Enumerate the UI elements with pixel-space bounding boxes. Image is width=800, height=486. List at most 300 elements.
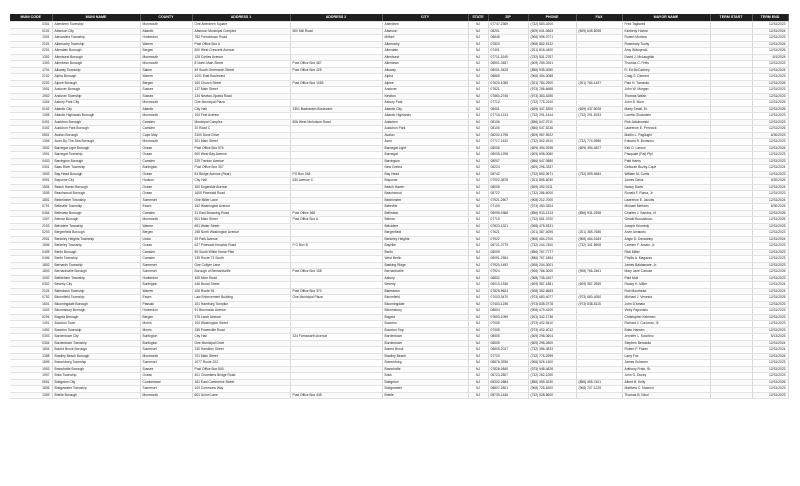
table-cell: 0401: [10, 119, 52, 126]
table-cell: (201) 858-6030: [528, 178, 576, 185]
table-cell: Bergen: [140, 314, 192, 321]
table-cell: 07603-1099: [488, 314, 528, 321]
table-cell: 07924: [488, 269, 528, 276]
table-cell: 1804: [10, 347, 52, 354]
table-cell: 08005-1298: [488, 152, 528, 159]
table-cell: Brick Township: [52, 373, 140, 380]
table-cell: 691 Water Street: [192, 223, 290, 230]
table-cell: 1501: [10, 152, 52, 159]
table-cell: NJ: [468, 327, 488, 334]
table-cell: Burlington: [140, 282, 192, 289]
table-cell: 12/31/2024: [752, 282, 788, 289]
table-cell: NJ: [468, 366, 488, 373]
table-cell: Aberdeen: [382, 22, 468, 29]
table-cell: Berkeley Township: [52, 243, 140, 250]
table-cell: Belleville: [382, 204, 468, 211]
table-cell: PO Box 248: [290, 171, 382, 178]
table-cell: 12/31/2023: [752, 152, 788, 159]
table-cell: 0403: [10, 158, 52, 165]
table-cell: James Baldassare, Jr.: [622, 262, 710, 269]
table-cell: (609) 645-5098: [576, 28, 622, 35]
table-cell: NJ: [468, 178, 488, 185]
table-cell: Michael Melham: [622, 204, 710, 211]
column-header: TERM START: [710, 14, 752, 22]
table-cell: NJ: [468, 249, 488, 256]
table-cell: Audubon Park Borough: [52, 126, 140, 133]
table-cell: (856) 767-1854: [528, 256, 576, 263]
table-cell: 12/31/2023: [752, 256, 788, 263]
table-cell: 1402: [10, 327, 52, 334]
table-cell: Audubon Borough: [52, 119, 140, 126]
table-cell: Berkeley Heights: [382, 236, 468, 243]
table-cell: 12/31/2023: [752, 249, 788, 256]
table-cell: NJ: [468, 217, 488, 224]
table-cell: (732) 502-4510: [528, 139, 576, 146]
table-cell: (973) 948-4626: [528, 366, 576, 373]
table-cell: NJ: [468, 74, 488, 81]
table-cell: 08201: [488, 28, 528, 35]
table-cell: NJ: [468, 132, 488, 139]
table-cell: Loretta Gluckstein: [622, 113, 710, 120]
table-cell: 1308: [10, 353, 52, 360]
table-cell: Bloomingdale Borough: [52, 301, 140, 308]
table-cell: Allenhurst Borough: [52, 54, 140, 61]
table-cell: Burlington: [140, 165, 192, 172]
table-cell: (908) 852-5132: [528, 41, 576, 48]
table-cell: Allamuchy Township: [52, 41, 140, 48]
table-cell: Morris: [140, 321, 192, 328]
table-cell: 08723-2807: [488, 373, 528, 380]
table-cell: 0101: [10, 28, 52, 35]
table-cell: Law Enforcement Building: [192, 295, 290, 302]
table-cell: 12/31/2024: [752, 197, 788, 204]
table-cell: Kimberly Horton: [622, 28, 710, 35]
table-cell: City Hall: [192, 106, 290, 113]
table-cell: 08807-2801: [488, 386, 528, 393]
table-cell: Post Office Box 158: [290, 269, 382, 276]
table-cell: Cumberland: [140, 379, 192, 386]
table-cell: 12/31/2023: [752, 191, 788, 198]
table-cell: 1077 Route 202: [192, 360, 290, 367]
table-cell: Bellmawr: [382, 210, 468, 217]
column-header: MUNI NAME: [52, 14, 140, 22]
table-cell: Post Office Box 840: [192, 366, 290, 373]
table-cell: 08401: [488, 106, 528, 113]
table-cell: Milford: [382, 35, 468, 42]
table-cell: 606 West Nicholson Road: [290, 119, 382, 126]
table-cell: 782 Frenchtown Road: [192, 35, 290, 42]
table-cell: 12/31/2024: [752, 145, 788, 152]
table-cell: (732) 244-7400: [528, 243, 576, 250]
table-cell: Atlantic Highlands: [382, 113, 468, 120]
table-cell: Bernardsville: [382, 269, 468, 276]
table-cell: NJ: [468, 126, 488, 133]
table-cell: 2101: [10, 41, 52, 48]
table-cell: 1903: [10, 366, 52, 373]
table-cell: (908) 735-4107: [528, 275, 576, 282]
table-cell: 07860-2746: [488, 93, 528, 100]
table-cell: Rob Moorhead: [622, 288, 710, 295]
table-cell: Brian Hansen: [622, 327, 710, 334]
table-cell: (732) 286-6000: [528, 191, 576, 198]
table-cell: Bridgewater Township: [52, 386, 140, 393]
table-cell: 07821: [488, 87, 528, 94]
table-cell: Bradley Beach Borough: [52, 353, 140, 360]
table-cell: Monmouth: [140, 100, 192, 107]
table-cell: Barnegat Light Borough: [52, 145, 140, 152]
table-cell: Union: [140, 236, 192, 243]
table-cell: 5/13/2025: [752, 334, 788, 341]
table-cell: 1401: [10, 321, 52, 328]
table-cell: 59 South White Horse Pike: [192, 249, 290, 256]
table-cell: 0501: [10, 132, 52, 139]
table-cell: Newton: [382, 93, 468, 100]
table-cell: Camden: [140, 158, 192, 165]
table-cell: 601 Union Lane: [192, 392, 290, 399]
table-cell: 08505: [488, 340, 528, 347]
table-cell: 0102: [10, 106, 52, 113]
table-cell: (908) 204-3001: [528, 262, 576, 269]
table-cell: 08848: [488, 35, 528, 42]
table-cell: Boonton Twp: [382, 327, 468, 334]
table-cell: John G. Ducey: [622, 373, 710, 380]
table-cell: Berkeley Heights Township: [52, 236, 140, 243]
table-cell: 07719: [488, 217, 528, 224]
table-cell: NJ: [468, 204, 488, 211]
table-cell: (732) 291-1444: [528, 113, 576, 120]
spreadsheet: [10, 14, 788, 399]
table-cell: (908) 212-7000: [528, 197, 576, 204]
table-cell: Salem: [140, 67, 192, 74]
table-cell: Monmouth: [140, 353, 192, 360]
table-cell: Allentown Borough: [52, 61, 140, 68]
table-cell: 12/31/2023: [752, 275, 788, 282]
table-cell: 12/31/2024: [752, 353, 788, 360]
table-cell: Passaic: [140, 301, 192, 308]
table-cell: 12/31/2023: [752, 22, 788, 29]
table-cell: 1001: [10, 35, 52, 42]
table-cell: Bedminster: [382, 197, 468, 204]
table-cell: Christopher Kelemen: [622, 314, 710, 321]
table-cell: 125 Corlies Avenue: [192, 54, 290, 61]
table-cell: Joseph Kennedy: [622, 223, 710, 230]
table-cell: NJ: [468, 54, 488, 61]
table-cell: (973) 838-0778: [528, 301, 576, 308]
table-cell: 1506: [10, 243, 52, 250]
table-cell: Post Office Box 445: [290, 392, 382, 399]
table-cell: NJ: [468, 275, 488, 282]
table-cell: 12/31/2024: [752, 184, 788, 191]
table-cell: Bradley Beach: [382, 353, 468, 360]
table-cell: Post Office Box 576: [192, 145, 290, 152]
table-cell: (973) 402-9410: [528, 321, 576, 328]
table-cell: 100 Commons Way: [192, 386, 290, 393]
table-cell: 08224: [488, 165, 528, 172]
table-cell: [710, 392, 752, 399]
table-cell: Cape May: [140, 132, 192, 139]
table-cell: City Hall: [192, 334, 290, 341]
table-cell: (732) 892-0671: [528, 171, 576, 178]
table-cell: Michael J. Venezia: [622, 295, 710, 302]
table-cell: Alpine: [382, 80, 468, 87]
table-cell: 12/31/2026: [752, 80, 788, 87]
table-cell: 0204: [10, 314, 52, 321]
table-cell: Bayonne City: [52, 178, 140, 185]
table-cell: Richard J. Corcoran, III: [622, 321, 710, 328]
table-cell: 1303: [10, 61, 52, 68]
table-cell: 12/31/2023: [752, 373, 788, 380]
table-cell: NJ: [468, 191, 488, 198]
table-cell: (732) 583-4200: [528, 22, 576, 29]
table-cell: 0405: [10, 249, 52, 256]
table-cell: 181 East Commerce Street: [192, 379, 290, 386]
table-cell: 29 Park Avenue: [192, 236, 290, 243]
table-cell: 601 Main Street: [192, 217, 290, 224]
table-cell: NJ: [468, 119, 488, 126]
table-cell: (973) 838-5115: [576, 301, 622, 308]
table-cell: Martin L. Pagliughi: [622, 132, 710, 139]
table-cell: One Municipal Plaza: [290, 295, 382, 302]
table-cell: (908) 454-0088: [528, 74, 576, 81]
table-cell: 08099-0368: [488, 210, 528, 217]
table-cell: NJ: [468, 256, 488, 263]
table-cell: Sussex: [140, 93, 192, 100]
table-cell: 08876-3936: [488, 360, 528, 367]
table-cell: 0406: [10, 256, 52, 263]
table-cell: Allendale Borough: [52, 48, 140, 55]
table-cell: Post Office 368: [290, 210, 382, 217]
table-cell: Bloomsbury: [382, 308, 468, 315]
table-cell: 1502: [10, 145, 52, 152]
table-cell: 1601: [10, 301, 52, 308]
table-cell: Bloomfield Township: [52, 295, 140, 302]
table-cell: 07003-3470: [488, 295, 528, 302]
table-cell: James Davis: [622, 178, 710, 185]
table-cell: 12/31/2024: [752, 288, 788, 295]
table-cell: 12/31/2024: [752, 28, 788, 35]
table-cell: Absecon: [382, 28, 468, 35]
table-cell: (908) 725-6300: [528, 386, 576, 393]
table-cell: (732) 776-2999: [528, 353, 576, 360]
table-cell: Lawrence E. Jacobs: [622, 197, 710, 204]
table-cell: Somerset: [140, 386, 192, 393]
table-cell: Carmen F. Amato, Jr.: [622, 243, 710, 250]
table-cell: 08106: [488, 119, 528, 126]
table-cell: 100 First Avenue: [192, 113, 290, 120]
table-cell: Bernardsville Borough: [52, 269, 140, 276]
table-cell: 1302: [10, 54, 52, 61]
table-cell: (973) 680-4050: [576, 295, 622, 302]
table-cell: (609) 298-0604: [528, 334, 576, 341]
table-cell: Bloomfield: [382, 295, 468, 302]
table-cell: 12/31/2023: [752, 301, 788, 308]
table-cell: Hunterdon: [140, 308, 192, 315]
table-cell: Beachwood Borough: [52, 191, 140, 198]
table-cell: 08009: [488, 249, 528, 256]
column-header: ZIP: [488, 14, 528, 22]
table-cell: 12/31/2026: [752, 100, 788, 107]
table-cell: Bedminster Township: [52, 197, 140, 204]
table-cell: Monmouth: [140, 54, 192, 61]
table-cell: 0301: [10, 165, 52, 172]
table-cell: Basking Ridge: [382, 262, 468, 269]
table-cell: John B. Moor: [622, 100, 710, 107]
table-cell: 230 Hamilton Street: [192, 347, 290, 354]
table-cell: Nancy Davis: [622, 184, 710, 191]
table-cell: (609) 298-2800: [528, 340, 576, 347]
mayor-directory-table: [10, 14, 789, 399]
table-cell: Thomas C. Fritts: [622, 61, 710, 68]
table-cell: (609) 494-4627: [576, 145, 622, 152]
table-cell: Barnegat: [382, 152, 468, 159]
table-cell: 07621: [488, 230, 528, 237]
table-cell: Somerset: [140, 262, 192, 269]
table-cell: Pasquale (Pat) Pipi: [622, 152, 710, 159]
table-cell: Bergen: [140, 230, 192, 237]
column-header: CITY: [382, 14, 468, 22]
table-cell: (609) 259-3151: [528, 61, 576, 68]
table-cell: Beverly: [382, 282, 468, 289]
table-cell: 900 West Bay Avenue: [192, 152, 290, 159]
table-cell: NJ: [468, 243, 488, 250]
table-cell: Branchburg: [382, 360, 468, 367]
table-cell: 07720: [488, 353, 528, 360]
table-cell: 2104: [10, 288, 52, 295]
table-cell: 0302: [10, 282, 52, 289]
table-cell: Robert Mortara: [622, 35, 710, 42]
table-cell: Bay Head Borough: [52, 171, 140, 178]
table-cell: (732) 341-8908: [576, 243, 622, 250]
table-cell: Bellmawr Borough: [52, 210, 140, 217]
column-header: ADDRESS 2: [290, 14, 382, 22]
table-cell: Belmar: [382, 217, 468, 224]
table-cell: 375 Larch Avenue: [192, 314, 290, 321]
table-cell: 135 Route 73 South: [192, 256, 290, 263]
table-cell: Post Office Box A: [290, 217, 382, 224]
table-cell: Monmouth: [140, 61, 192, 68]
table-cell: 100 Church Street: [192, 80, 290, 87]
table-cell: NJ: [468, 41, 488, 48]
table-cell: Brick: [382, 373, 468, 380]
table-cell: NJ: [468, 392, 488, 399]
table-cell: Monmouth: [140, 22, 192, 29]
table-cell: NJ: [468, 230, 488, 237]
table-cell: Morris: [140, 327, 192, 334]
table-cell: 100 Washington Street: [192, 321, 290, 328]
table-cell: 12/31/2023: [752, 230, 788, 237]
table-cell: 152 Washington Avenue: [192, 204, 290, 211]
table-cell: Post Office Box A: [192, 41, 290, 48]
table-cell: 0901: [10, 178, 52, 185]
table-cell: Monmouth: [140, 113, 192, 120]
table-cell: 12/31/2026: [752, 217, 788, 224]
table-cell: Alpha: [382, 74, 468, 81]
column-header: FAX: [576, 14, 622, 22]
table-cell: 1304: [10, 100, 52, 107]
table-cell: 12/31/2024: [752, 165, 788, 172]
table-cell: 08007: [488, 158, 528, 165]
table-cell: 08742: [488, 171, 528, 178]
table-cell: P O Box B: [290, 243, 382, 250]
table-cell: Avalon Borough: [52, 132, 140, 139]
table-cell: Beachwood: [382, 191, 468, 198]
column-header: STATE: [468, 14, 488, 22]
table-cell: Rob Jakubowski: [622, 119, 710, 126]
table-cell: Monmouth: [140, 392, 192, 399]
table-cell: Warren: [140, 41, 192, 48]
table-cell: 12/31/2026: [752, 48, 788, 55]
table-cell: 08730-1446: [488, 392, 528, 399]
table-cell: 12/31/2023: [752, 392, 788, 399]
table-cell: Atlantic City: [52, 106, 140, 113]
table-cell: 198 North Washington Avenue: [192, 230, 290, 237]
table-cell: 1805: [10, 360, 52, 367]
table-cell: NJ: [468, 386, 488, 393]
table-cell: 1003: [10, 308, 52, 315]
table-cell: Phyllis A. Magazzu: [622, 256, 710, 263]
table-cell: Camden: [140, 210, 192, 217]
table-cell: 12/31/2023: [752, 119, 788, 126]
table-cell: Gerald Buccafusco: [622, 217, 710, 224]
table-cell: NJ: [468, 353, 488, 360]
table-cell: (201) 784-1497: [576, 80, 622, 87]
table-cell: 446 Broad Street: [192, 282, 290, 289]
table-cell: 12/31/2025: [752, 295, 788, 302]
table-cell: Belvidere Township: [52, 223, 140, 230]
table-cell: Belmar Borough: [52, 217, 140, 224]
table-cell: Bound Brook Borough: [52, 347, 140, 354]
table-cell: 0601: [10, 379, 52, 386]
table-cell: Belleville Township: [52, 204, 140, 211]
table-cell: 324 Farnsworth Avenue: [290, 334, 382, 341]
table-cell: R. Ed McCartney: [622, 67, 710, 74]
column-header: COUNTY: [140, 14, 192, 22]
table-cell: Avon: [382, 139, 468, 146]
table-cell: Audubon: [382, 119, 468, 126]
table-cell: 12/31/2023: [752, 366, 788, 373]
table-cell: 07401: [488, 48, 528, 55]
table-cell: 1600 Pinewald Road: [192, 191, 290, 198]
table-cell: 1504: [10, 184, 52, 191]
table-cell: David J. McLaughlin: [622, 54, 710, 61]
table-cell: 1002: [10, 275, 52, 282]
table-cell: 1309: [10, 392, 52, 399]
table-cell: 12/31/2024: [752, 347, 788, 354]
table-cell: Barrington Borough: [52, 158, 140, 165]
table-cell: 155 Powerville Road: [192, 327, 290, 334]
table-cell: (201) 387-4055: [528, 230, 576, 237]
table-cell: Brielle: [382, 392, 468, 399]
table-cell: 12/31/2024: [752, 41, 788, 48]
table-cell: 07403-1236: [488, 301, 528, 308]
table-cell: (732) 774-0986: [576, 139, 622, 146]
table-cell: 12/31/2023: [752, 262, 788, 269]
table-cell: 07002-3878: [488, 178, 528, 185]
table-cell: Somerset: [140, 347, 192, 354]
table-cell: Angie D. Devanney: [622, 236, 710, 243]
table-cell: NJ: [468, 360, 488, 367]
table-cell: Camden: [140, 119, 192, 126]
table-cell: 134 Newton-Sparta Road: [192, 93, 290, 100]
table-cell: 08805-2017: [488, 347, 528, 354]
table-cell: 12/31/2023: [752, 113, 788, 120]
table-cell: Sussex: [140, 87, 192, 94]
table-cell: (908) 475-5331: [528, 223, 576, 230]
table-cell: Allentown: [382, 61, 468, 68]
table-cell: NJ: [468, 100, 488, 107]
table-cell: Bound Brook: [382, 347, 468, 354]
table-cell: 07820: [488, 41, 528, 48]
